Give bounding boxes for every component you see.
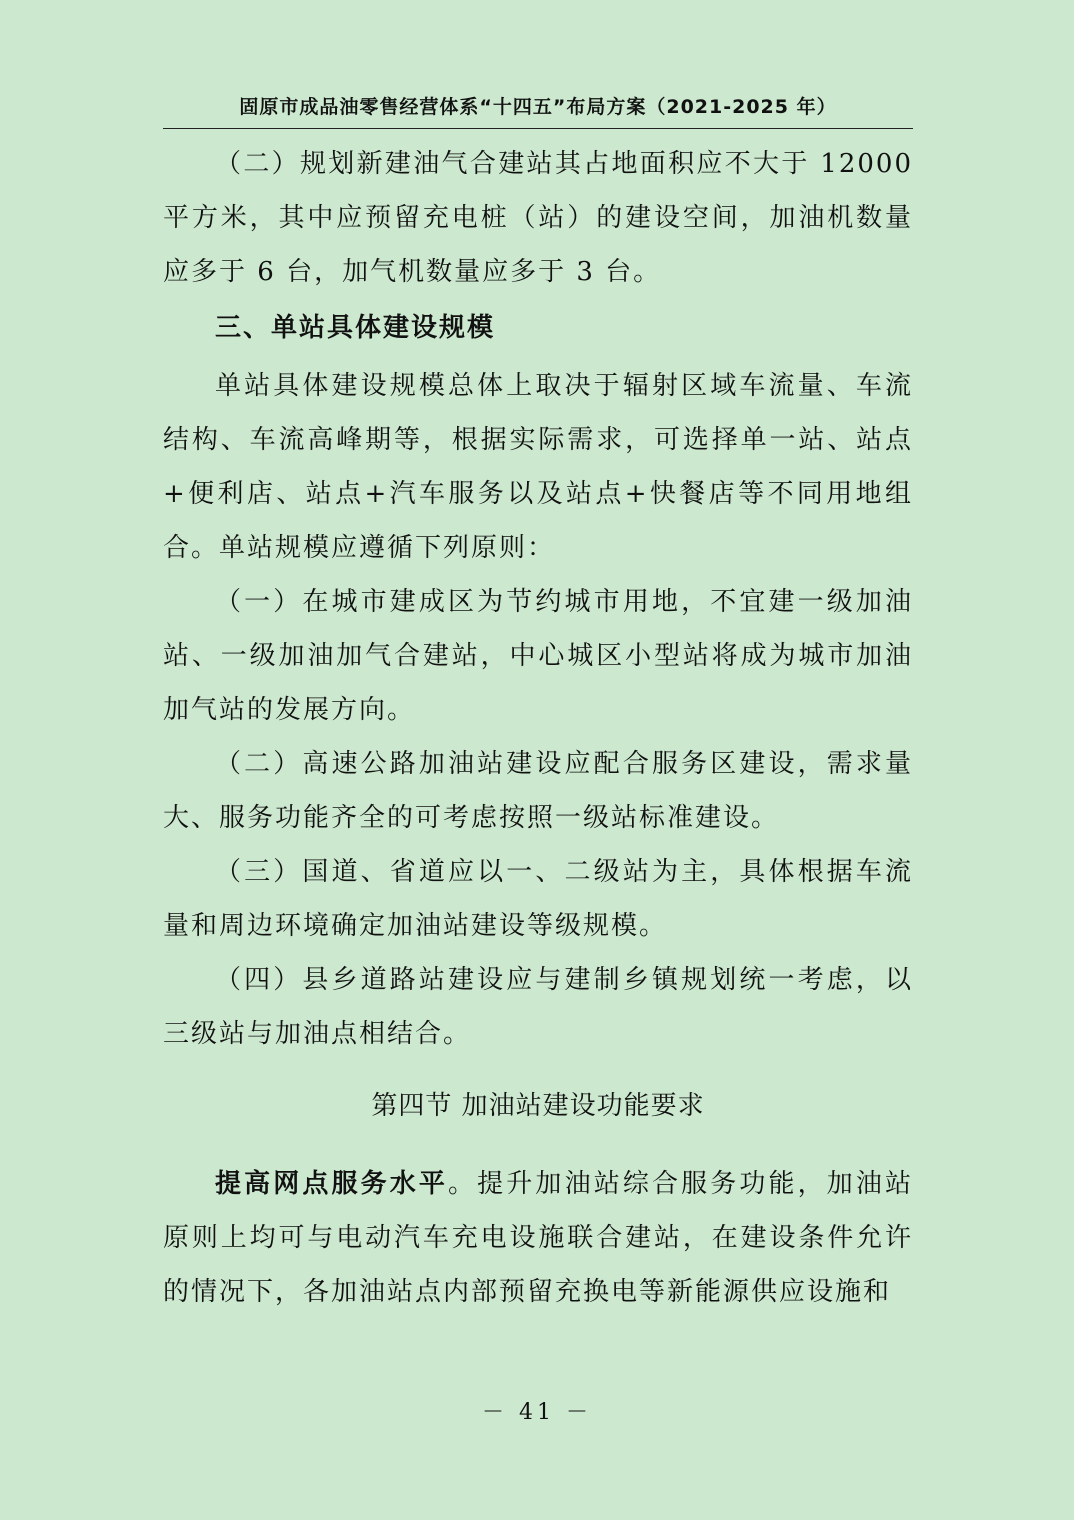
paragraph-principle-4: （四）县乡道路站建设应与建制乡镇规划统一考虑，以三级站与加油点相结合。	[163, 965, 913, 1049]
page-number: － 41 －	[482, 1400, 592, 1425]
paragraph-lead-text: 提高网点服务水平	[215, 1169, 449, 1199]
paragraph-scale-overview: 单站具体建设规模总体上取决于辐射区域车流量、车流结构、车流高峰期等，根据实际需求，可选择单一站、站点+便利店、站点+汽车服务以及站点+快餐店等不同用地组合。单站规模应遵循下列原则：	[163, 371, 913, 563]
paragraph-body-text: 。提升加油站综合服务功能，加油站原则上均可与电动汽车充电设施联合建站，在建设条件允许的情况下，各加油站点内部预留充换电等新能源供应设施和	[163, 1169, 913, 1307]
paragraph-principle-3: （三）国道、省道应以一、二级站为主，具体根据车流量和周边环境确定加油站建设等级规模。	[163, 857, 913, 941]
paragraph-principle-1: （一）在城市建成区为节约城市用地，不宜建一级加油站、一级加油加气合建站，中心城区小型站将成为城市加油加气站的发展方向。	[163, 587, 913, 725]
header-rule	[163, 128, 913, 129]
paragraph-principle-2: （二）高速公路加油站建设应配合服务区建设，需求量大、服务功能齐全的可考虑按照一级站标准建设。	[163, 749, 913, 833]
heading-single-station-scale: 三、单站具体建设规模	[215, 313, 496, 343]
paragraph-planning-new-stations: （二）规划新建油气合建站其占地面积应不大于 12000 平方米，其中应预留充电桩（站）的建设空间，加油机数量应多于 6 台，加气机数量应多于 3 台。	[163, 149, 913, 287]
section-title-functional-requirements: 第四节 加油站建设功能要求	[371, 1091, 705, 1121]
document-body	[163, 137, 913, 1319]
paragraph-service-level	[163, 1157, 913, 1319]
page-header-title: 固原市成品油零售经营体系“十四五”布局方案（2021-2025 年）	[239, 96, 837, 118]
